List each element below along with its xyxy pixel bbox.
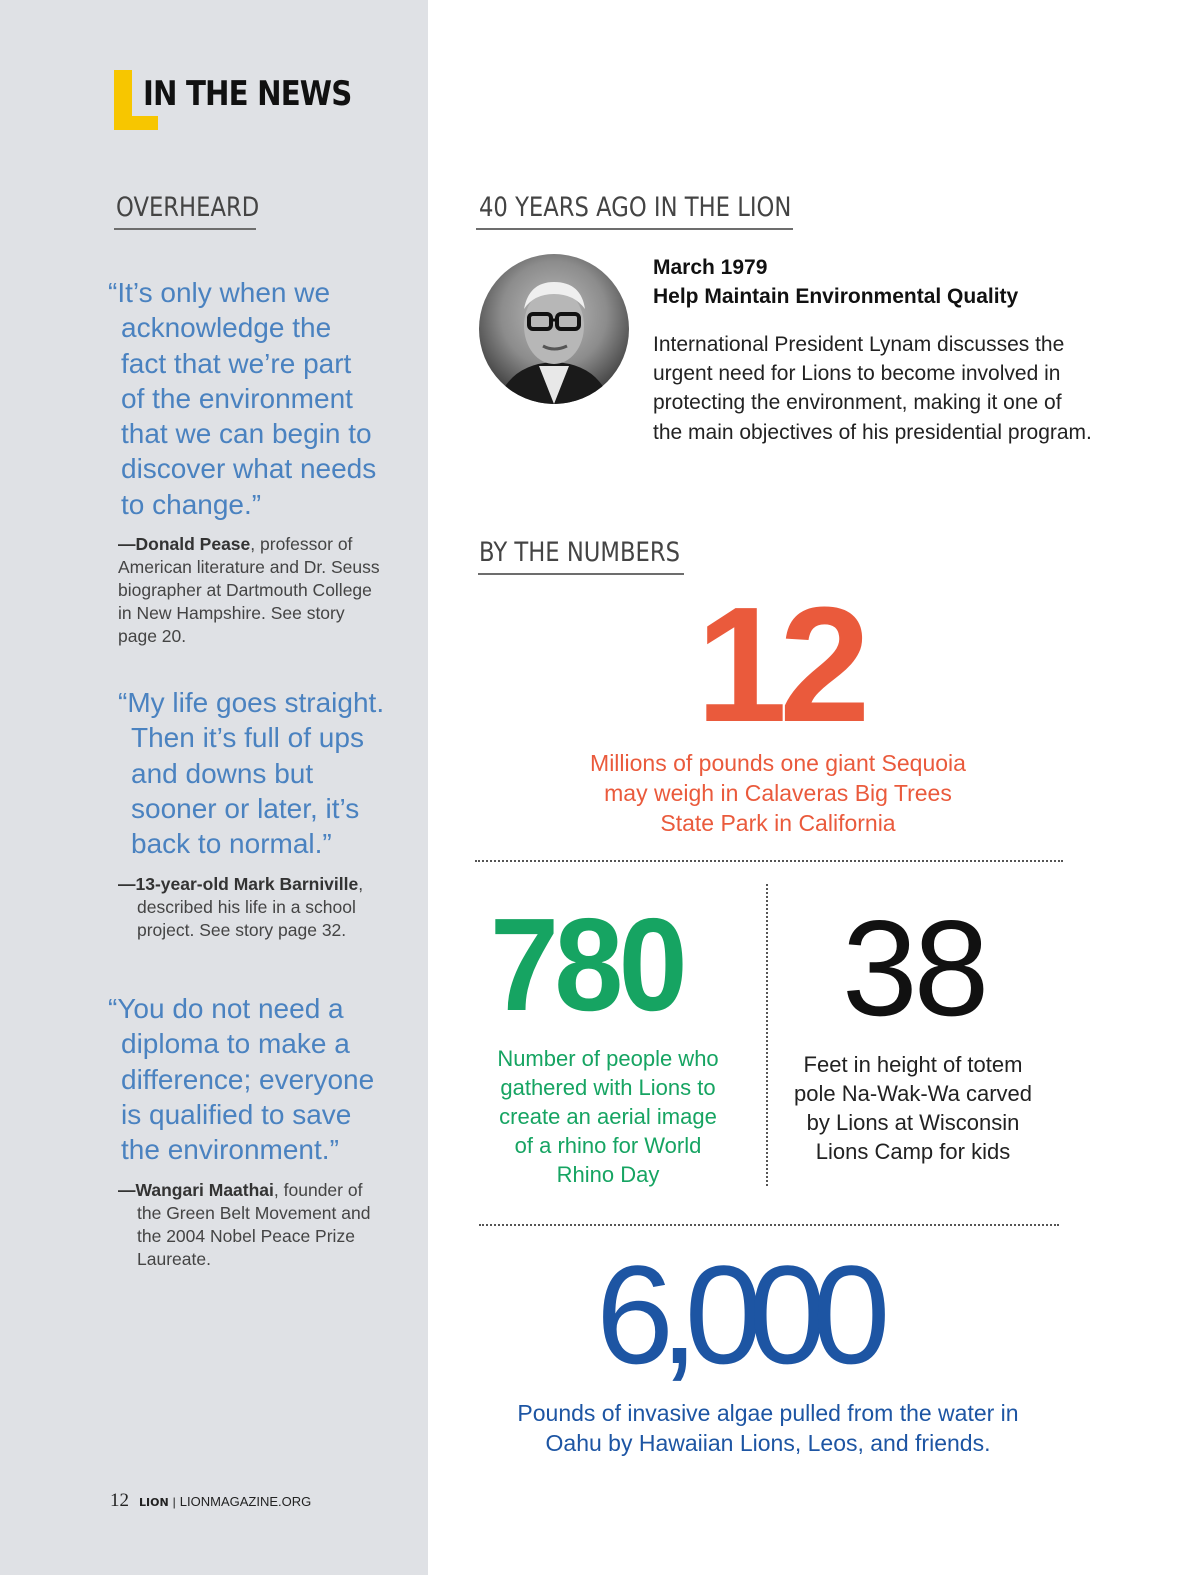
attribution-dash: — [118,874,136,894]
magazine-name: LION [139,1496,169,1509]
quote-line: diploma to make a [121,1028,350,1060]
caption-line: Rhino Day [556,1162,660,1187]
attribution-name: 13-year-old Mark Barniville [135,874,359,894]
section-title: IN THE NEWS [143,74,352,114]
quote-3-attribution [118,1179,370,1271]
stat-12-caption [528,748,1028,838]
overheard-heading: OVERHEARD [116,192,260,223]
page-number: 12 [110,1490,129,1511]
attribution-name: Wangari Maathai [135,1180,274,1200]
quote-line: of the environment [121,382,353,414]
page-footer [110,1490,311,1512]
attribution-line: the 2004 Nobel Peace Prize [137,1226,355,1246]
portrait-photo [479,254,629,404]
caption-line: pole Na-Wak-Wa carved [794,1081,1032,1106]
caption-line: Pounds of invasive algae pulled from the water in [517,1400,1019,1426]
attribution-line: project. See story page 32. [137,920,347,940]
caption-line: Number of people who [497,1046,719,1071]
numbers-heading: BY THE NUMBERS [479,537,681,568]
quote-line: “It’s only when we [108,277,331,308]
attribution-line: Laureate. [137,1249,211,1269]
caption-line: Millions of pounds one giant Sequoia [590,750,966,776]
magazine-url[interactable]: LIONMAGAZINE.ORG [179,1494,312,1509]
stat-780-value: 780 [490,891,683,1038]
quote-line: Then it’s full of ups [131,722,364,754]
quote-line: “My life goes straight. [118,687,385,718]
dotted-divider [479,1224,1059,1226]
quote-line: “You do not need a [108,993,344,1024]
quote-2 [118,685,384,861]
caption-line: gathered with Lions to [500,1075,716,1100]
quote-line: discover what needs [121,453,377,485]
caption-line: may weigh in Calaveras Big Trees [604,780,952,806]
attribution-line: , professor of [250,534,353,554]
years-ago-title: Help Maintain Environmental Quality [653,285,1019,308]
caption-line: by Lions at Wisconsin [806,1110,1020,1135]
caption-line: Feet in height of totem [803,1052,1023,1077]
footer-separator: | [172,1495,176,1509]
quote-line: that we can begin to [121,418,372,450]
stat-6000-caption [488,1398,1048,1458]
years-ago-heading: 40 YEARS AGO IN THE LION [479,192,792,223]
years-ago-rule [476,228,793,230]
stat-38-value: 38 [842,892,986,1044]
attribution-dash: — [118,1180,136,1200]
caption-line: Oahu by Hawaiian Lions, Leos, and friends. [545,1430,991,1456]
attribution-line: American literature and Dr. Seuss [118,557,380,577]
quote-line: is qualified to save [121,1098,352,1130]
quote-line: back to normal.” [131,828,332,860]
attribution-line: in New Hampshire. See story [118,603,345,623]
attribution-name: Donald Pease [135,534,251,554]
overheard-rule [114,228,256,230]
stat-6000-value: 6,000 [596,1236,877,1393]
quote-line: to change.” [121,488,262,520]
attribution-line: biographer at Dartmouth College [118,580,372,600]
stat-780-caption [478,1044,738,1189]
quote-1 [108,275,376,522]
quote-line: fact that we’re part [121,347,352,379]
years-ago-date: March 1979 [653,256,768,279]
attribution-line: , founder of [273,1180,363,1200]
quote-1-attribution [118,533,380,648]
stat-12-value: 12 [696,573,863,756]
attribution-line: page 20. [118,626,187,646]
stat-38-caption [778,1050,1048,1166]
caption-line: of a rhino for World [514,1133,702,1158]
numbers-rule [478,573,684,575]
caption-line: Lions Camp for kids [815,1139,1011,1164]
quote-line: acknowledge the [121,312,332,344]
quote-line: sooner or later, it’s [131,792,360,824]
attribution-dash: — [118,534,136,554]
quote-line: difference; everyone [121,1063,375,1095]
attribution-line: , [358,874,364,894]
attribution-line: the Green Belt Movement and [137,1203,371,1223]
years-ago-body: International President Lynam discusses the urgent need for Lions to become involved in protecting the environment, making it one of the main objectives of his presidential program. [653,333,1092,444]
quote-line: and downs but [131,757,314,789]
quote-2-attribution [118,873,363,942]
quote-3 [108,991,374,1167]
dotted-divider-vertical [766,884,768,1186]
dotted-divider [475,860,1063,862]
caption-line: create an aerial image [499,1104,717,1129]
quote-line: the environment.” [121,1134,339,1166]
attribution-line: described his life in a school [137,897,356,917]
caption-line: State Park in California [660,810,896,836]
